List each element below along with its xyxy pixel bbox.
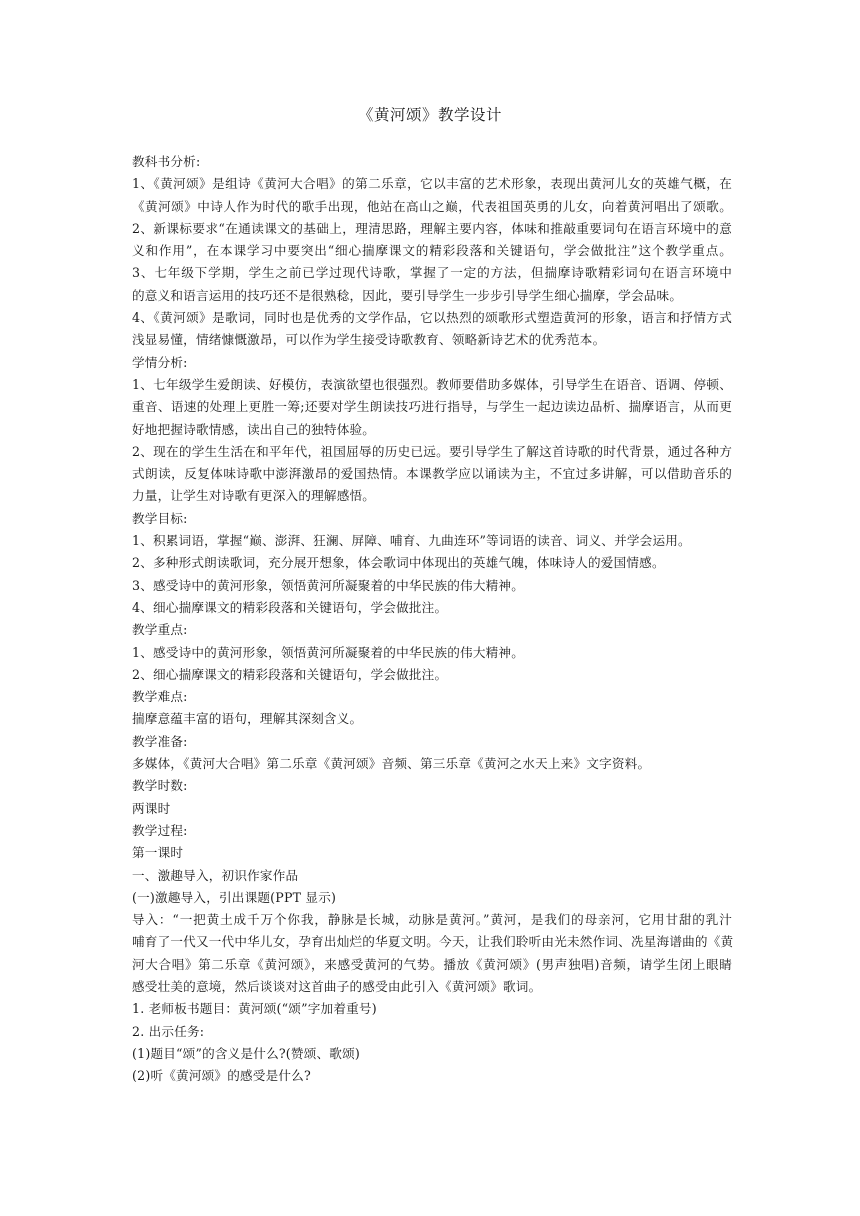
document-title: 《黄河颂》教学设计: [357, 106, 502, 124]
text-line: 河大合唱》第二乐章《黄河颂》，来感受黄河的气势。播放《黄河颂》(男声独唱)音频，请学生闭上眼睛: [132, 956, 732, 972]
text-line: 的意义和语言运用的技巧还不是很熟稔，因此，要引导学生一步步引导学生细心揣摩，学会品味。: [132, 287, 683, 303]
text-line: 1、感受诗中的黄河形象，领悟黄河所凝聚着的中华民族的伟大精神。: [132, 644, 525, 660]
text-line: 1、《黄河颂》是组诗《黄河大合唱》的第二乐章，它以丰富的艺术形象，表现出黄河儿女的英雄气概，在: [132, 176, 732, 192]
text-line: 感受壮美的意境，然后谈谈对这首曲子的感受由此引入《黄河颂》歌词。: [132, 978, 542, 994]
text-line: 1、七年级学生爱朗读、好模仿，表演欲望也很强烈。教师要借助多媒体，引导学生在语音、语调、停顿、: [132, 376, 732, 392]
section-heading: 教学重点:: [132, 622, 188, 638]
text-line: 《黄河颂》中诗人作为时代的歌手出现，他站在高山之巅，代表祖国英勇的儿女，向着黄河唱出了颂歌。: [132, 198, 732, 214]
text-line: 式朗读，反复体味诗歌中澎湃激昂的爱国热情。本课教学应以诵读为主，不宜过多讲解，可以借助音乐的: [132, 466, 732, 482]
text-line: (1)题目“颂”的含义是什么?(赞颂、歌颂): [132, 1045, 361, 1061]
text-line: 哺育了一代又一代中华儿女，孕育出灿烂的华夏文明。今天，让我们聆听由光未然作词、冼星海谱曲的《黄: [132, 934, 734, 950]
text-line: 2、细心揣摩课文的精彩段落和关键语句，学会做批注。: [132, 666, 448, 682]
text-line: 4、细心揣摩课文的精彩段落和关键语句，学会做批注。: [132, 599, 448, 615]
text-line: 2、新课标要求“在通读课文的基础上，理清思路，理解主要内容，体味和推敲重要词句在语言环境中的意: [132, 220, 732, 236]
text-line: 2、现在的学生生活在和平年代，祖国屈辱的历史已远。要引导学生了解这首诗歌的时代背景，通过各种方: [132, 443, 732, 459]
text-line: 3、七年级下学期，学生之前已学过现代诗歌，掌握了一定的方法，但揣摩诗歌精彩词句在语言环境中: [132, 265, 732, 281]
section-heading: 教学时数:: [132, 778, 188, 794]
text-line: 1. 老师板书题目：黄河颂(“颂”字加着重号): [132, 1001, 377, 1017]
text-line: 浅显易懂，情绪慷慨激昂，可以作为学生接受诗歌教育、领略新诗艺术的优秀范本。: [132, 332, 606, 348]
document-body: [132, 151, 732, 1087]
text-line: 多媒体，《黄河大合唱》第二乐章《黄河颂》音频、第三乐章《黄河之水天上来》文字资料。: [132, 756, 651, 772]
section-heading: 教学难点:: [132, 689, 188, 705]
text-line: 导入：“一把黄土成千万个你我，静脉是长城，动脉是黄河。”黄河，是我们的母亲河，它用甘甜的乳汁: [132, 912, 732, 928]
text-line: 1、积累词语，掌握“巅、澎湃、狂澜、屏障、哺育、九曲连环”等词语的读音、词义、并学会运用。: [132, 533, 691, 549]
text-line: 2. 出示任务:: [132, 1023, 205, 1039]
section-heading: 教学准备:: [132, 733, 188, 749]
text-line: 重音、语速的处理上更胜一筹;还要对学生朗读技巧进行指导，与学生一起边读边品析、揣摩语言，从而更: [132, 399, 732, 415]
text-line: 一、激趣导入，初识作家作品: [132, 867, 299, 883]
text-line: (一)激趣导入，引出课题(PPT 显示): [132, 889, 337, 905]
text-line: 义和作用”，在本课学习中要突出“细心揣摩课文的精彩段落和关键语句，学会做批注”这个教学重点。: [132, 243, 732, 259]
text-line: 4、《黄河颂》是歌词，同时也是优秀的文学作品，它以热烈的颂歌形式塑造黄河的形象，语言和抒情方式: [132, 310, 732, 326]
text-line: (2)听《黄河颂》的感受是什么?: [132, 1068, 311, 1084]
section-heading: 学情分析:: [132, 354, 188, 370]
section-heading: 教学目标:: [132, 510, 188, 526]
text-line: 力量，让学生对诗歌有更深入的理解感悟。: [132, 488, 376, 504]
text-line: 揣摩意蕴丰富的语句，理解其深刻含义。: [132, 711, 363, 727]
text-line: 两课时: [132, 800, 171, 816]
section-heading: 教学过程:: [132, 822, 188, 838]
text-line: 3、感受诗中的黄河形象，领悟黄河所凝聚着的中华民族的伟大精神。: [132, 577, 525, 593]
text-line: 2、多种形式朗读歌词，充分展开想象，体会歌词中体现出的英雄气魄，体味诗人的爱国情感。: [132, 555, 665, 571]
text-line: 好地把握诗歌情感，读出自己的独特体验。: [132, 421, 376, 437]
section-heading: 教科书分析:: [132, 154, 201, 169]
text-line: 第一课时: [132, 845, 184, 861]
